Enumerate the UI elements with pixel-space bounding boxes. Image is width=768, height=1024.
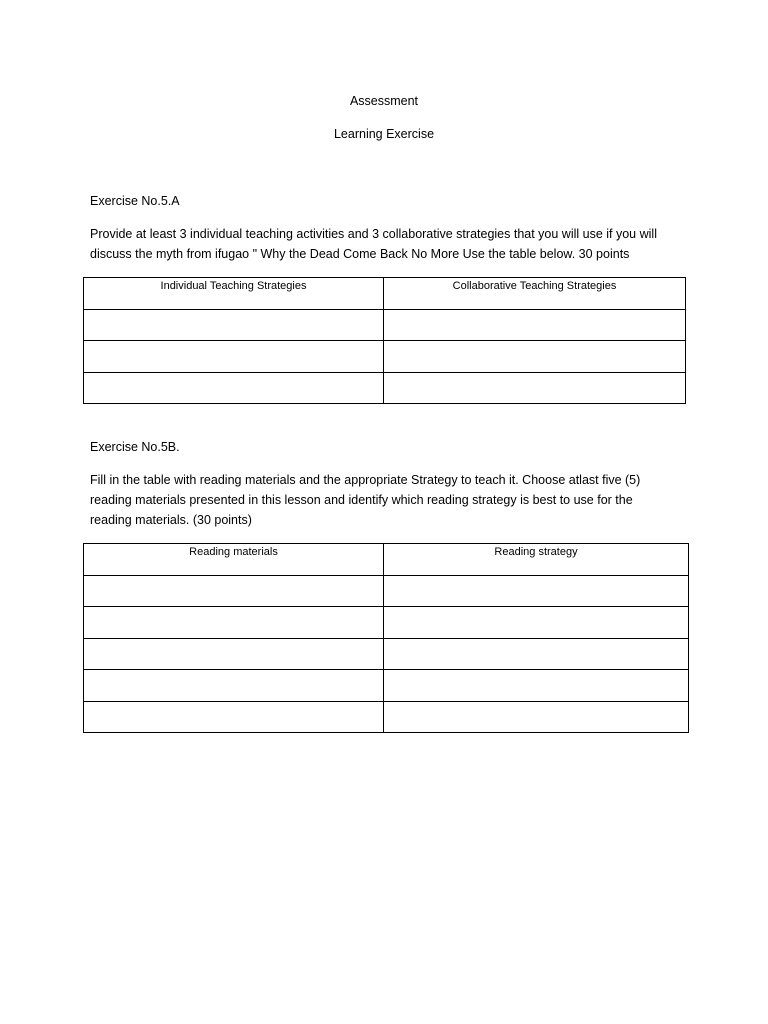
table-header-row bbox=[84, 278, 686, 310]
table-header-cell: Collaborative Teaching Strategies bbox=[384, 278, 686, 310]
table-cell[interactable] bbox=[384, 576, 689, 607]
table-row bbox=[84, 341, 686, 373]
table-cell[interactable] bbox=[384, 310, 686, 341]
table-header-row bbox=[84, 544, 689, 576]
exercise-5b-heading: Exercise No.5B. bbox=[90, 440, 180, 454]
table-header-cell: Reading materials bbox=[84, 544, 384, 576]
table-row bbox=[84, 576, 689, 607]
table-cell[interactable] bbox=[384, 639, 689, 670]
table-cell[interactable] bbox=[84, 373, 384, 404]
table-cell[interactable] bbox=[384, 373, 686, 404]
exercise-5a-instructions-line: Provide at least 3 individual teaching activities and 3 collaborative strategies that you will use if you will bbox=[90, 227, 657, 241]
exercise-5a-instructions-line: discuss the myth from ifugao " Why the Dead Come Back No More Use the table below. 30 points bbox=[90, 247, 630, 261]
table-cell[interactable] bbox=[384, 341, 686, 373]
table-cell[interactable] bbox=[84, 639, 384, 670]
exercise-5b-instructions bbox=[90, 470, 690, 530]
table-cell[interactable] bbox=[384, 670, 689, 702]
exercise-5b-instructions-line: reading materials. (30 points) bbox=[90, 513, 252, 527]
exercise-5b-instructions-line: Fill in the table with reading materials and the appropriate Strategy to teach it. Choose atlast five (5) bbox=[90, 473, 641, 487]
teaching-strategies-table bbox=[83, 277, 686, 404]
table-header-cell: Individual Teaching Strategies bbox=[84, 278, 384, 310]
table-cell[interactable] bbox=[84, 576, 384, 607]
table-row bbox=[84, 607, 689, 639]
table-cell[interactable] bbox=[84, 310, 384, 341]
exercise-5a-heading: Exercise No.5.A bbox=[90, 194, 180, 208]
table-cell[interactable] bbox=[84, 670, 384, 702]
table-cell[interactable] bbox=[384, 607, 689, 639]
table-cell[interactable] bbox=[84, 607, 384, 639]
table-row bbox=[84, 670, 689, 702]
page-title: Assessment bbox=[349, 94, 419, 108]
table-row bbox=[84, 373, 686, 404]
page-subtitle: Learning Exercise bbox=[333, 127, 435, 141]
table-cell[interactable] bbox=[84, 702, 384, 733]
table-header-cell: Reading strategy bbox=[384, 544, 689, 576]
table-row bbox=[84, 639, 689, 670]
exercise-5a-instructions bbox=[90, 224, 690, 264]
exercise-5b-instructions-line: reading materials presented in this lesson and identify which reading strategy is best to use for the bbox=[90, 493, 633, 507]
reading-materials-table bbox=[83, 543, 689, 733]
table-cell[interactable] bbox=[84, 341, 384, 373]
table-row bbox=[84, 310, 686, 341]
table-row bbox=[84, 702, 689, 733]
table-cell[interactable] bbox=[384, 702, 689, 733]
